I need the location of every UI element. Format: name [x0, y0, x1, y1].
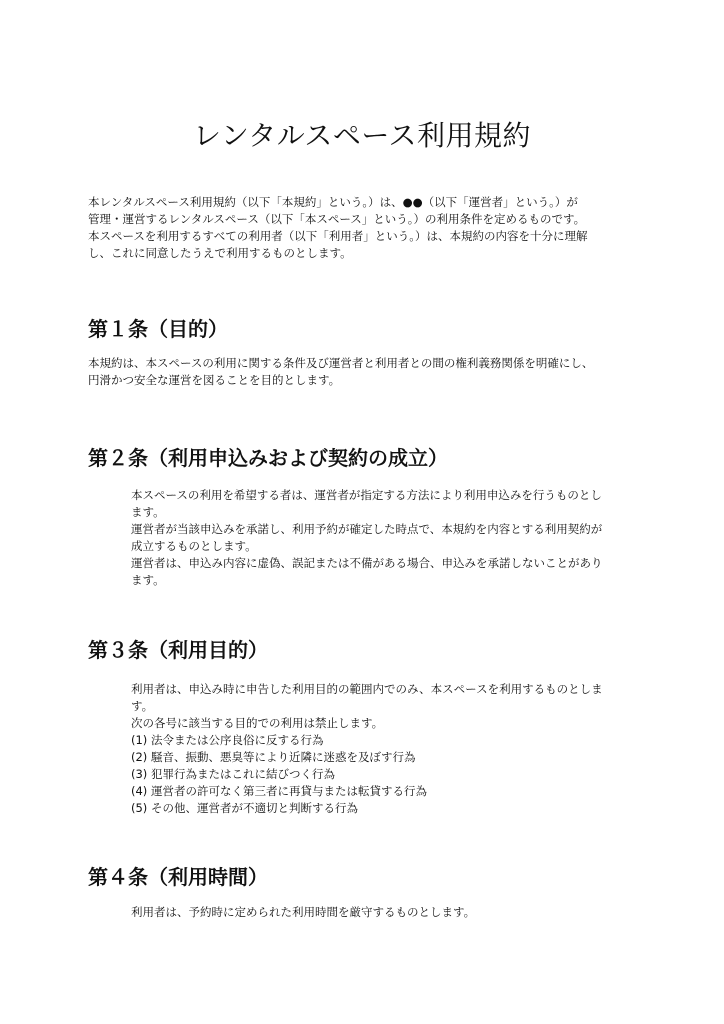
article-line: ます。 — [131, 505, 165, 519]
article-2-heading: 第２条（利用申込みおよび契約の成立） — [88, 446, 448, 470]
article-line: す。 — [131, 699, 154, 713]
article-1-heading: 第１条（目的） — [88, 317, 228, 341]
article-line: 円滑かつ安全な運営を図ることを目的とします。 — [88, 373, 341, 387]
list-item: (3) 犯罪行為またはこれに結びつく行為 — [131, 767, 335, 781]
intro-paragraph — [88, 194, 648, 262]
list-item: (5) その他、運営者が不適切と判断する行為 — [131, 801, 358, 815]
article-line: 運営者は、申込み内容に虚偽、誤記または不備がある場合、申込みを承諾しないことがあり — [131, 556, 603, 570]
article-line: ます。 — [131, 573, 165, 587]
list-item: (1) 法令または公序良俗に反する行為 — [131, 733, 324, 747]
document-title: レンタルスペース利用規約 — [193, 119, 531, 152]
list-item: (2) 騒音、振動、悪臭等により近隣に迷惑を及ぼす行為 — [131, 750, 416, 764]
article-4-body — [131, 904, 475, 921]
intro-line: し、これに同意したうえで利用するものとします。 — [88, 246, 352, 260]
article-4-heading: 第４条（利用時間） — [88, 865, 268, 889]
article-line: 利用者は、申込み時に申告した利用目的の範囲内でのみ、本スペースを利用するものとしま — [131, 682, 603, 696]
intro-line: 本レンタルスペース利用規約（以下「本規約」という。）は、●●（以下「運営者」という。）が — [88, 195, 578, 209]
intro-line: 本スペースを利用するすべての利用者（以下「利用者」という。）は、本規約の内容を十分に理解 — [88, 229, 588, 243]
article-line: 本スペースの利用を希望する者は、運営者が指定する方法により利用申込みを行うものとし — [131, 488, 602, 502]
article-line: 成立するものとします。 — [131, 539, 257, 553]
list-item: (4) 運営者の許可なく第三者に再貸与または転貸する行為 — [131, 784, 427, 798]
article-line: 運営者が当該申込みを承諾し、利用予約が確定した時点で、本規約を内容とする利用契約が — [131, 522, 603, 536]
article-line: 本規約は、本スペースの利用に関する条件及び運営者と利用者との間の権利義務関係を明確にし、 — [88, 356, 594, 370]
article-2-body — [131, 487, 603, 589]
article-line: 利用者は、予約時に定められた利用時間を厳守するものとします。 — [131, 905, 476, 919]
article-1-body — [88, 355, 593, 389]
article-line: 次の各号に該当する目的での利用は禁止します。 — [131, 716, 384, 730]
article-3-heading: 第３条（利用目的） — [88, 638, 268, 662]
intro-line: 管理・運営するレンタルスペース（以下「本スペース」という。）の利用条件を定めるものです。 — [88, 212, 586, 226]
article-3-body — [131, 681, 603, 817]
